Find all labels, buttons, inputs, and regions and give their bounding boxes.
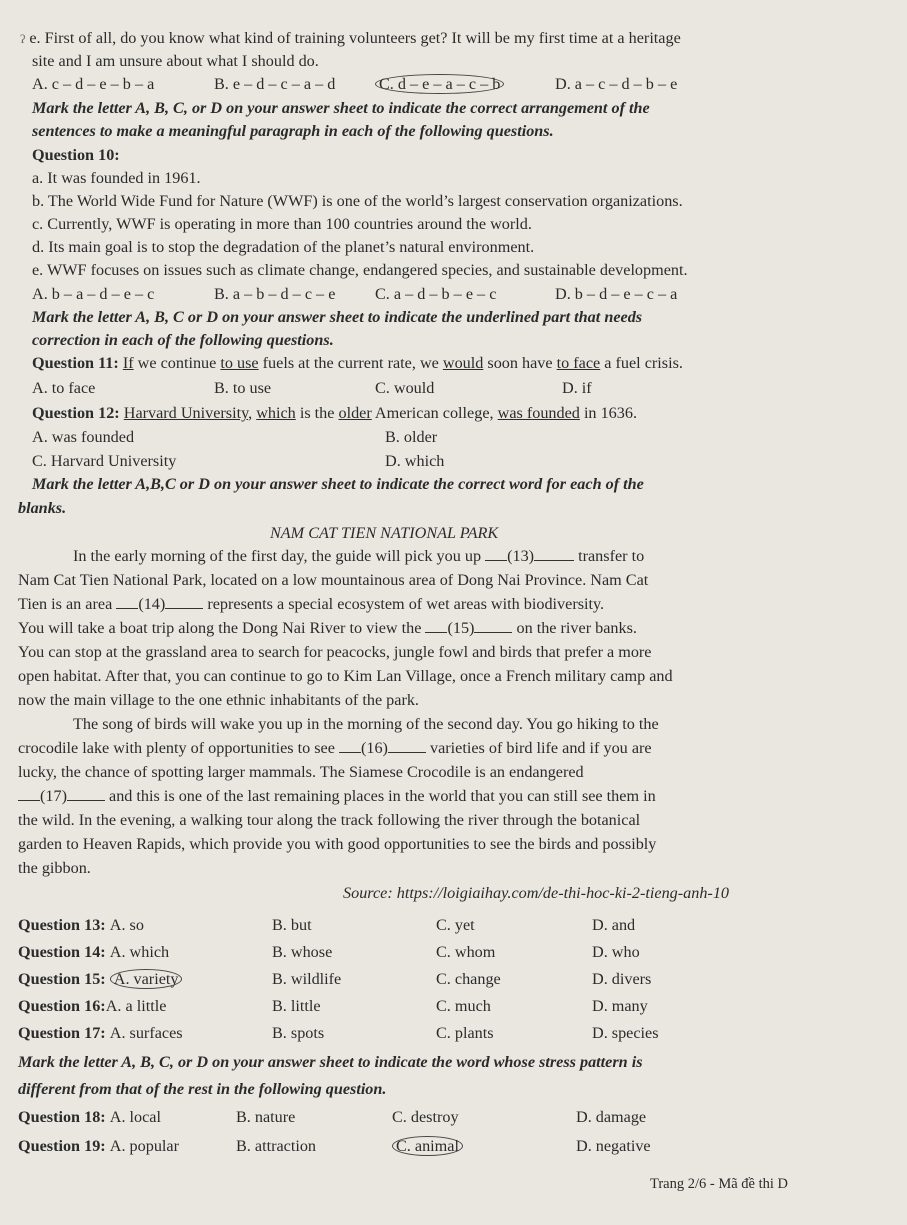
passage-line-1 <box>73 547 644 566</box>
q11-underlined-to-use: to use <box>220 354 259 372</box>
q17-label: Question 17: <box>18 1024 110 1042</box>
q19-option-c[interactable] <box>392 1137 463 1156</box>
q12-underlined-was-founded: was founded <box>497 404 580 422</box>
passage-text: transfer to <box>574 547 645 565</box>
instruction-cloze-2: blanks. <box>18 499 67 517</box>
q17-row <box>18 1024 183 1043</box>
passage-text: varieties of bird life and if you are <box>425 739 652 757</box>
q14-option-b[interactable]: B. whose <box>272 943 333 961</box>
instruction-correction-1: Mark the letter A, B, C or D on your answer sheet to indicate the underlined part that needs <box>32 308 643 326</box>
passage-line-13: garden to Heaven Rapids, which provide you with good opportunities to see the birds and possibly <box>18 835 657 853</box>
instruction-correction-2: correction in each of the following questions. <box>32 331 334 349</box>
passage-line-6: open habitat. After that, you can continue to go to Kim Lan Village, once a French military camp and <box>18 667 673 685</box>
q10-option-b[interactable]: B. a – b – d – c – e <box>214 285 336 303</box>
passage-line-2: Nam Cat Tien National Park, located on a low mountainous area of Dong Nai Province. Nam Cat <box>18 571 649 589</box>
q11-option-d[interactable]: D. if <box>562 379 592 397</box>
passage-text: represents a special ecosystem of wet areas with biodiversity. <box>203 595 605 613</box>
intro-line-1 <box>20 29 681 48</box>
q10-label: Question 10: <box>32 146 120 164</box>
q14-option-c[interactable]: C. whom <box>436 943 496 961</box>
intro-option-a[interactable]: A. c – d – e – b – a <box>32 75 155 93</box>
answer-circle: C. animal <box>392 1136 463 1156</box>
q11-text: we continue <box>133 354 221 372</box>
q16-option-a[interactable]: A. a little <box>105 997 167 1015</box>
q19-label: Question 19: <box>18 1137 110 1155</box>
intro-option-c[interactable] <box>375 75 504 94</box>
q14-option-d[interactable]: D. who <box>592 943 640 961</box>
q19-option-d[interactable]: D. negative <box>576 1137 651 1155</box>
passage-line-4 <box>18 619 637 638</box>
q16-option-d[interactable]: D. many <box>592 997 648 1015</box>
blank-line <box>425 632 447 633</box>
q10-option-a[interactable]: A. b – a – d – e – c <box>32 285 155 303</box>
q11-text: fuels at the current rate, we <box>258 354 443 372</box>
passage-title: NAM CAT TIEN NATIONAL PARK <box>270 524 499 542</box>
q11-option-c[interactable]: C. would <box>375 379 435 397</box>
q18-label: Question 18: <box>18 1108 110 1126</box>
q11-underlined-would: would <box>442 354 484 372</box>
passage-text: Tien is an area <box>18 595 117 613</box>
q19-row <box>18 1137 179 1156</box>
passage-line-10: lucky, the chance of spotting larger mammals. The Siamese Crocodile is an endangered <box>18 763 584 781</box>
q13-option-b[interactable]: B. but <box>272 916 312 934</box>
q16-option-b[interactable]: B. little <box>272 997 321 1015</box>
instruction-arrangement-2: sentences to make a meaningful paragraph in each of the following questions. <box>32 122 554 140</box>
passage-line-7: now the main village to the one ethnic inhabitants of the park. <box>18 691 419 709</box>
blank-17-label: (17) <box>40 787 67 805</box>
q12-text: is the <box>295 404 339 422</box>
blank-line <box>165 608 203 609</box>
q12-option-a[interactable]: A. was founded <box>32 428 135 446</box>
q18-row <box>18 1108 161 1127</box>
q12-underlined-harvard: Harvard University <box>123 404 249 422</box>
passage-text: You will take a boat trip along the Dong Nai River to view the <box>18 619 426 637</box>
passage-line-11 <box>18 787 656 806</box>
q14-label: Question 14: <box>18 943 110 961</box>
passage-line-8: The song of birds will wake you up in the morning of the second day. You go hiking to the <box>73 715 659 733</box>
q15-option-c[interactable]: C. change <box>436 970 501 988</box>
q15-option-d[interactable]: D. divers <box>592 970 652 988</box>
intro-option-b[interactable]: B. e – d – c – a – d <box>214 75 336 93</box>
passage-line-12: the wild. In the evening, a walking tour along the track following the river through the botanical <box>18 811 641 829</box>
q12-underlined-which: which <box>256 404 296 422</box>
q13-label: Question 13: <box>18 916 110 934</box>
q11-label: Question 11: <box>32 354 123 372</box>
blank-13-label: (13) <box>507 547 535 565</box>
q11-underlined-if: If <box>122 354 134 372</box>
q15-option-b[interactable]: B. wildlife <box>272 970 342 988</box>
blank-15-label: (15) <box>447 619 475 637</box>
q10-sentence-d: d. Its main goal is to stop the degradation of the planet’s natural environment. <box>32 238 535 256</box>
q15-label: Question 15: <box>18 970 110 988</box>
q19-option-a[interactable]: A. popular <box>109 1137 179 1155</box>
intro-option-d[interactable]: D. a – c – d – b – e <box>555 75 678 93</box>
q11-stem <box>32 354 683 373</box>
blank-16-label: (16) <box>360 739 388 757</box>
intro-text-2: site and I am unsure about what I should do. <box>32 52 319 70</box>
q18-option-a[interactable]: A. local <box>109 1108 161 1126</box>
q13-option-c[interactable]: C. yet <box>436 916 475 934</box>
blank-line <box>388 752 426 753</box>
blank-line <box>18 800 40 801</box>
q14-row <box>18 943 169 962</box>
q13-row <box>18 916 144 935</box>
q11-underlined-to-face: to face <box>556 354 601 372</box>
q12-option-c[interactable]: C. Harvard University <box>32 452 177 470</box>
blank-line <box>474 632 512 633</box>
passage-text: In the early morning of the first day, the guide will pick you up <box>73 547 486 565</box>
q10-sentence-b: b. The World Wide Fund for Nature (WWF) is one of the world’s largest conservation organizations. <box>32 192 683 210</box>
q13-option-a[interactable]: A. so <box>109 916 144 934</box>
blank-line <box>339 752 361 753</box>
q12-stem <box>32 404 637 423</box>
q11-text: a fuel crisis. <box>600 354 683 372</box>
q10-sentence-c: c. Currently, WWF is operating in more than 100 countries around the world. <box>32 215 532 233</box>
q16-row <box>18 997 166 1016</box>
q15-row <box>18 970 182 989</box>
q13-option-d[interactable]: D. and <box>592 916 636 934</box>
q17-option-b[interactable]: B. spots <box>272 1024 325 1042</box>
blank-line <box>67 800 105 801</box>
page-footer: Trang 2/6 - Mã đề thi D <box>650 1176 789 1192</box>
instruction-cloze-1: Mark the letter A,B,C or D on your answer sheet to indicate the correct word for each of the <box>32 475 644 493</box>
q19-option-b[interactable]: B. attraction <box>236 1137 317 1155</box>
q11-text: soon have <box>483 354 557 372</box>
intro-text-1: e. First of all, do you know what kind of training volunteers get? It will be my first time at a heritage <box>29 29 681 47</box>
q12-option-d[interactable]: D. which <box>385 452 445 470</box>
q17-option-d[interactable]: D. species <box>592 1024 659 1042</box>
blank-line <box>116 608 138 609</box>
passage-line-14: the gibbon. <box>18 859 91 877</box>
instruction-stress-2: different from that of the rest in the following question. <box>18 1080 387 1098</box>
passage-line-9 <box>18 739 652 758</box>
q16-label: Question 16: <box>18 997 106 1015</box>
blank-line <box>485 560 507 561</box>
q12-text: American college, <box>371 404 498 422</box>
passage-text: on the river banks. <box>512 619 637 637</box>
q10-sentence-a: a. It was founded in 1961. <box>32 169 201 187</box>
q18-option-b[interactable]: B. nature <box>236 1108 296 1126</box>
q17-option-c[interactable]: C. plants <box>436 1024 494 1042</box>
answer-circle: C. d – e – a – c – b <box>375 74 504 94</box>
q12-text: in 1636. <box>579 404 637 422</box>
q12-underlined-older: older <box>338 404 372 422</box>
q10-option-d[interactable]: D. b – d – e – c – a <box>555 285 678 303</box>
q10-option-c[interactable]: C. a – d – b – e – c <box>375 285 497 303</box>
q12-option-b[interactable]: B. older <box>385 428 438 446</box>
instruction-arrangement-1: Mark the letter A, B, C, or D on your answer sheet to indicate the correct arrangement of the <box>32 99 650 117</box>
blank-14-label: (14) <box>138 595 166 613</box>
q11-option-a[interactable]: A. to face <box>32 379 96 397</box>
q17-option-a[interactable]: A. surfaces <box>109 1024 183 1042</box>
pencil-mark-icon: ʔ <box>20 32 26 46</box>
passage-source: Source: https://loigiaihay.com/de-thi-hoc-ki-2-tieng-anh-10 <box>343 884 730 902</box>
q12-text: , <box>248 404 257 422</box>
passage-line-5: You can stop at the grassland area to search for peacocks, jungle fowl and birds that prefer a more <box>18 643 652 661</box>
passage-text: crocodile lake with plenty of opportunities to see <box>18 739 339 757</box>
blank-line <box>534 560 574 561</box>
q18-option-c[interactable]: C. destroy <box>392 1108 459 1126</box>
instruction-stress-1: Mark the letter A, B, C, or D on your answer sheet to indicate the word whose stress pattern is <box>18 1053 643 1071</box>
q11-option-b[interactable]: B. to use <box>214 379 272 397</box>
q10-sentence-e: e. WWF focuses on issues such as climate change, endangered species, and sustainable development. <box>32 261 688 279</box>
q14-option-a[interactable]: A. which <box>109 943 170 961</box>
passage-line-3 <box>18 595 604 614</box>
q18-option-d[interactable]: D. damage <box>576 1108 647 1126</box>
q15-option-a[interactable]: A. variety <box>110 969 183 989</box>
passage-text: and this is one of the last remaining places in the world that you can still see them in <box>104 787 656 805</box>
q12-label: Question 12: <box>32 404 124 422</box>
q16-option-c[interactable]: C. much <box>436 997 491 1015</box>
